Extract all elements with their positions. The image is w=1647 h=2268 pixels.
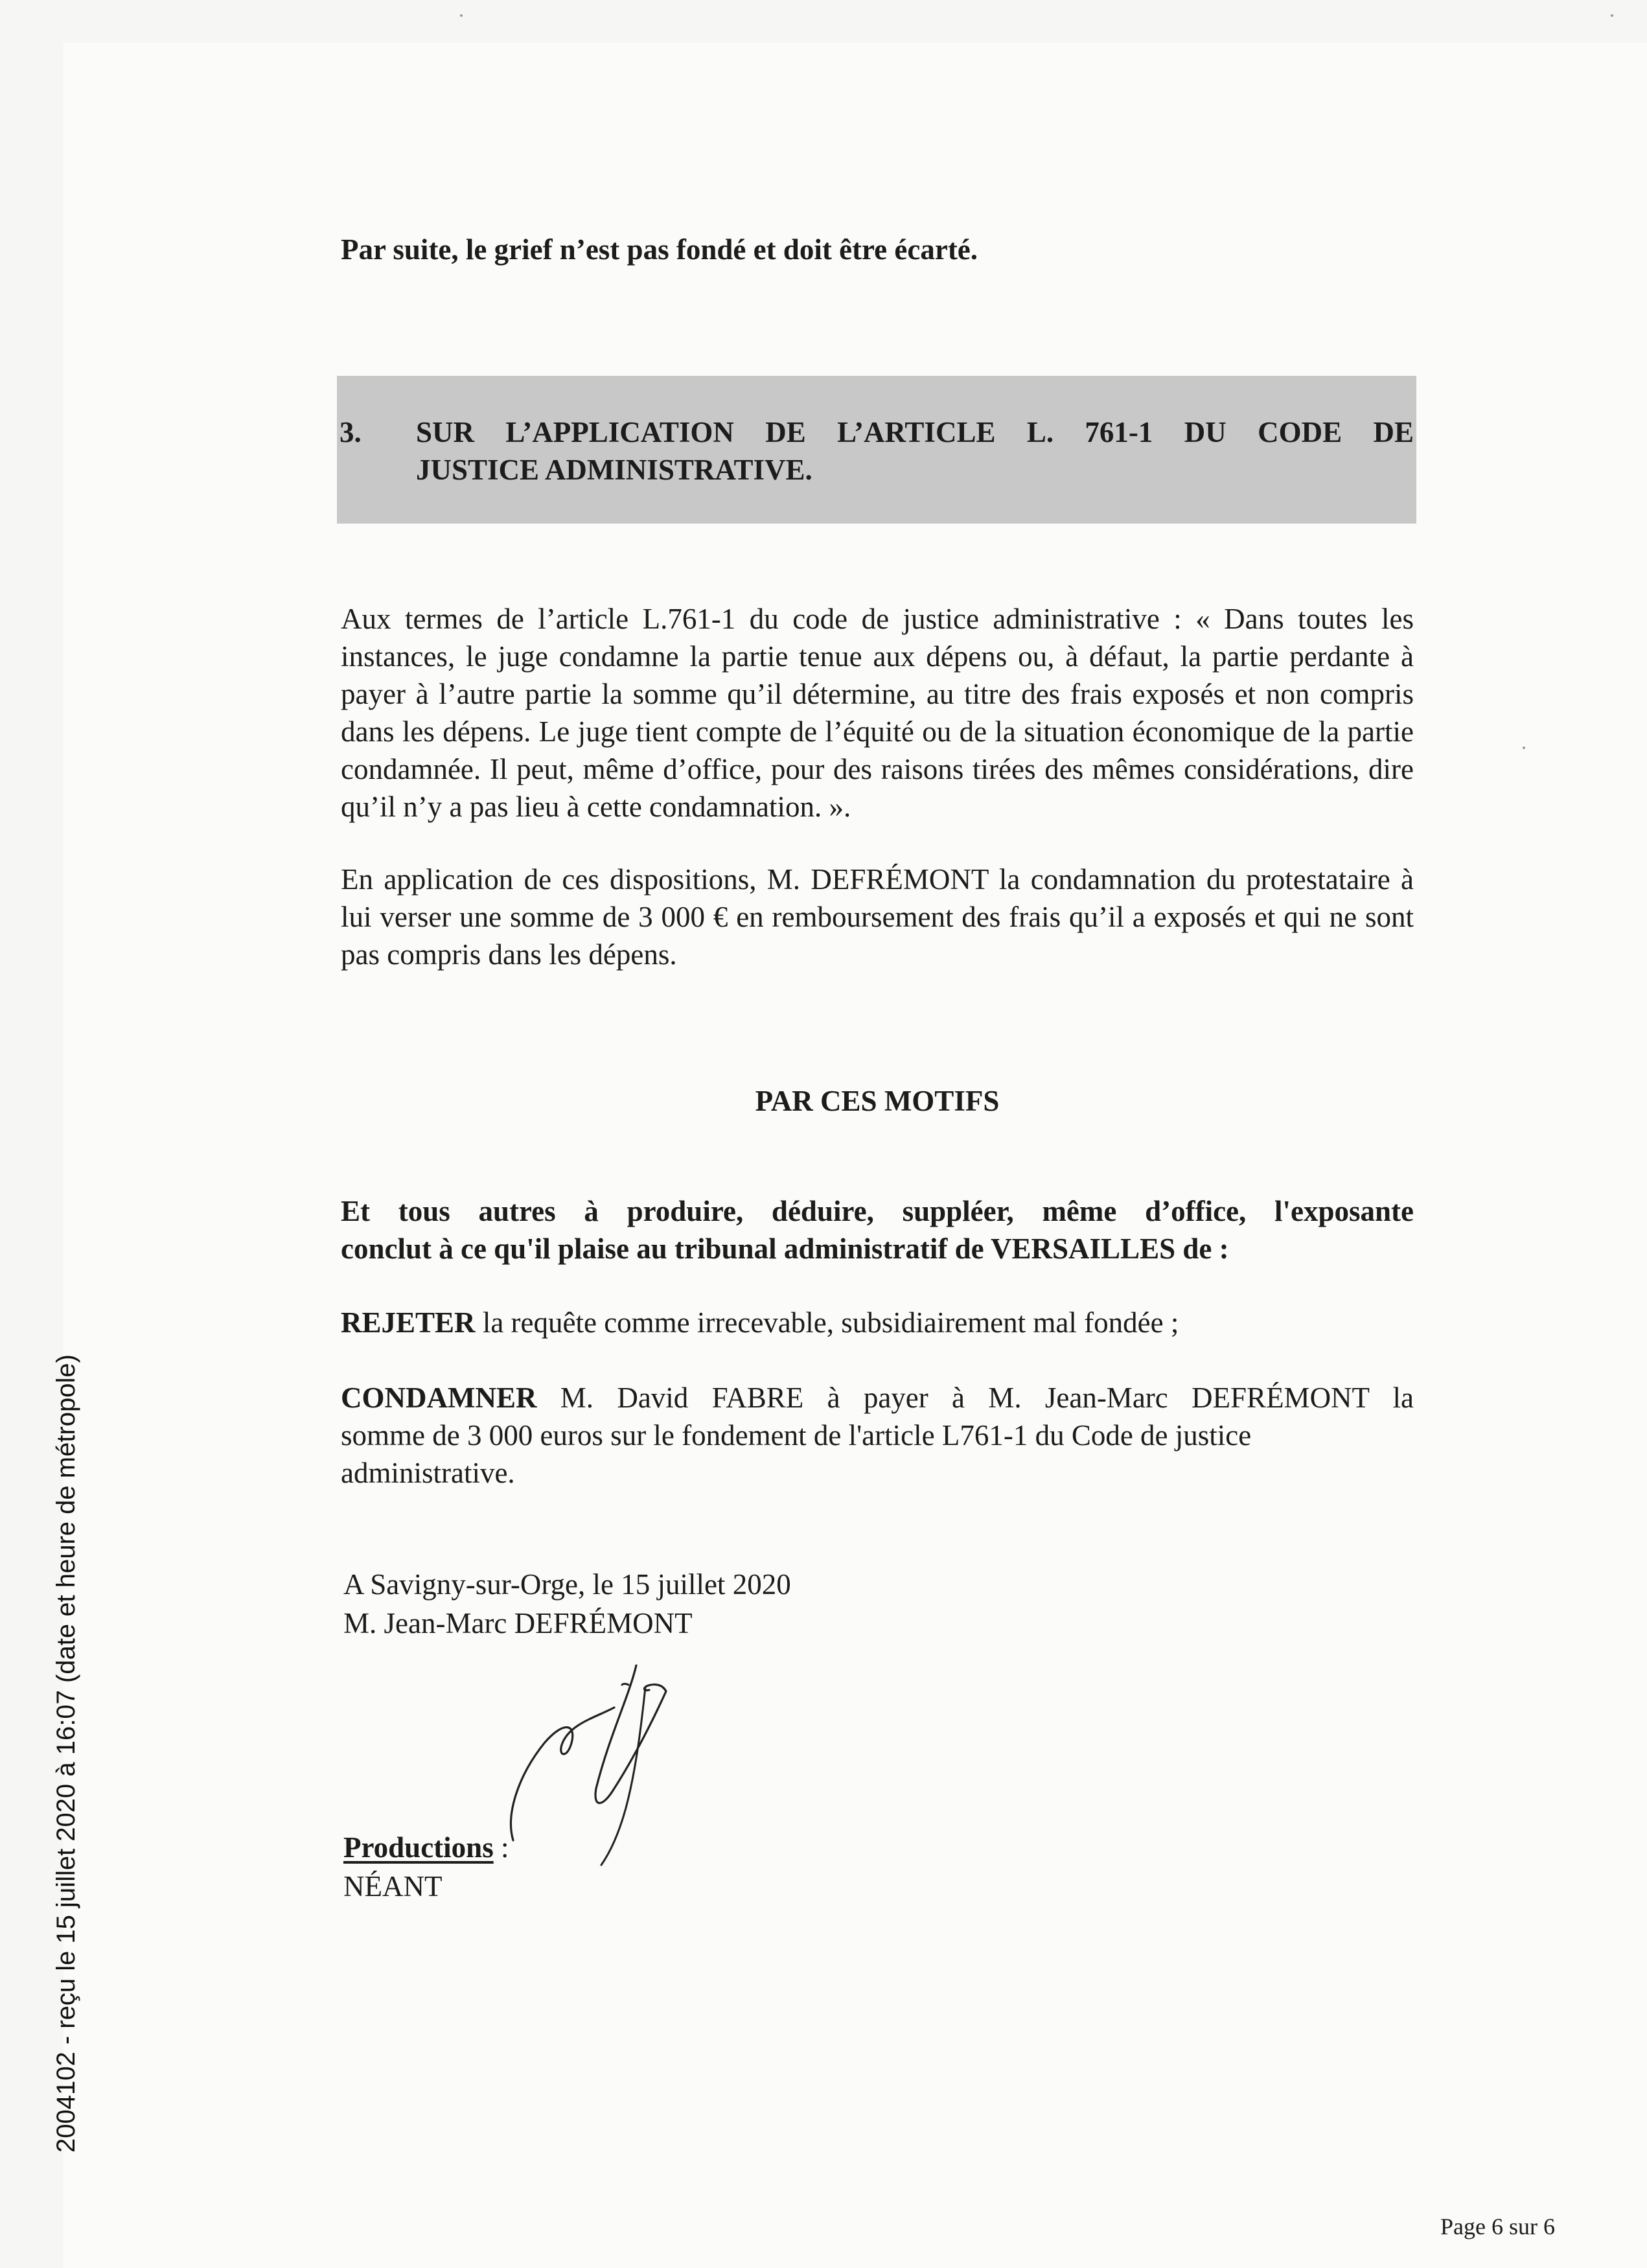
receipt-stamp: 2004102 - reçu le 15 juillet 2020 à 16:07 (date et heure de métropole)	[52, 1354, 80, 2153]
signatory-name: M. Jean-Marc DEFRÉMONT	[343, 1607, 693, 1639]
condamner-line1-text: M. David FABRE à payer à M. Jean-Marc DEFRÉMONT la	[536, 1382, 1414, 1414]
section-title-line1: SUR L’APPLICATION DE L’ARTICLE L. 761-1 DU CODE DE	[416, 416, 1414, 448]
rejeter-text: la requête comme irrecevable, subsidiairement mal fondée ;	[475, 1306, 1179, 1339]
scan-speck	[460, 14, 463, 17]
condamner-rest: somme de 3 000 euros sur le fondement de l'article L761-1 du Code de justice administrative.	[341, 1419, 1252, 1489]
condamner-request	[341, 1379, 1414, 1492]
productions-colon: :	[493, 1831, 509, 1864]
article-quote-paragraph: Aux termes de l’article L.761-1 du code de justice administrative : « Dans toutes les instances, le juge condamne la partie tenue aux dépens ou, à défaut, la partie perdante à payer à l’autre partie la somme qu’il détermine, au titre des frais exposés et non compris dans les dépens. Le juge tient compte de l’équité ou de la situation économique de la partie condamnée. Il peut, même d’office, pour des raisons tirées des mêmes considérations, dire qu’il n’y a pas lieu à cette condamnation. ».	[341, 603, 1414, 823]
page-number: Page 6 sur 6	[1440, 2214, 1555, 2239]
condamner-keyword: CONDAMNER	[341, 1382, 537, 1414]
productions-label-text: Productions	[343, 1831, 494, 1864]
condamner-line1	[341, 1379, 1414, 1417]
conclusion-paragraph	[341, 1192, 1414, 1267]
rejeter-keyword: REJETER	[341, 1306, 476, 1339]
productions-value: NÉANT	[343, 1870, 443, 1903]
grief-conclusion: Par suite, le grief n’est pas fondé et doit être écarté.	[341, 233, 978, 266]
scan-speck	[1611, 14, 1613, 17]
scan-speck	[1523, 746, 1525, 749]
rejeter-request	[341, 1304, 1414, 1341]
section-title-line2: JUSTICE ADMINISTRATIVE.	[416, 454, 812, 486]
section-title	[416, 413, 1414, 489]
place-date: A Savigny-sur-Orge, le 15 juillet 2020	[343, 1568, 791, 1601]
conclusion-line2: conclut à ce qu'il plaise au tribunal administratif de VERSAILLES de :	[341, 1232, 1229, 1265]
productions-label	[343, 1829, 603, 1866]
section-number: 3.	[340, 416, 362, 448]
conclusion-line1: Et tous autres à produire, déduire, suppléer, même d’office, l'exposante	[341, 1195, 1414, 1227]
motifs-heading: PAR CES MOTIFS	[755, 1085, 1000, 1117]
application-paragraph: En application de ces dispositions, M. DEFRÉMONT la condamnation du protestataire à lui verser une somme de 3 000 € en remboursement des frais qu’il a exposés et qui ne sont pas compris dans les dépens.	[341, 863, 1414, 971]
